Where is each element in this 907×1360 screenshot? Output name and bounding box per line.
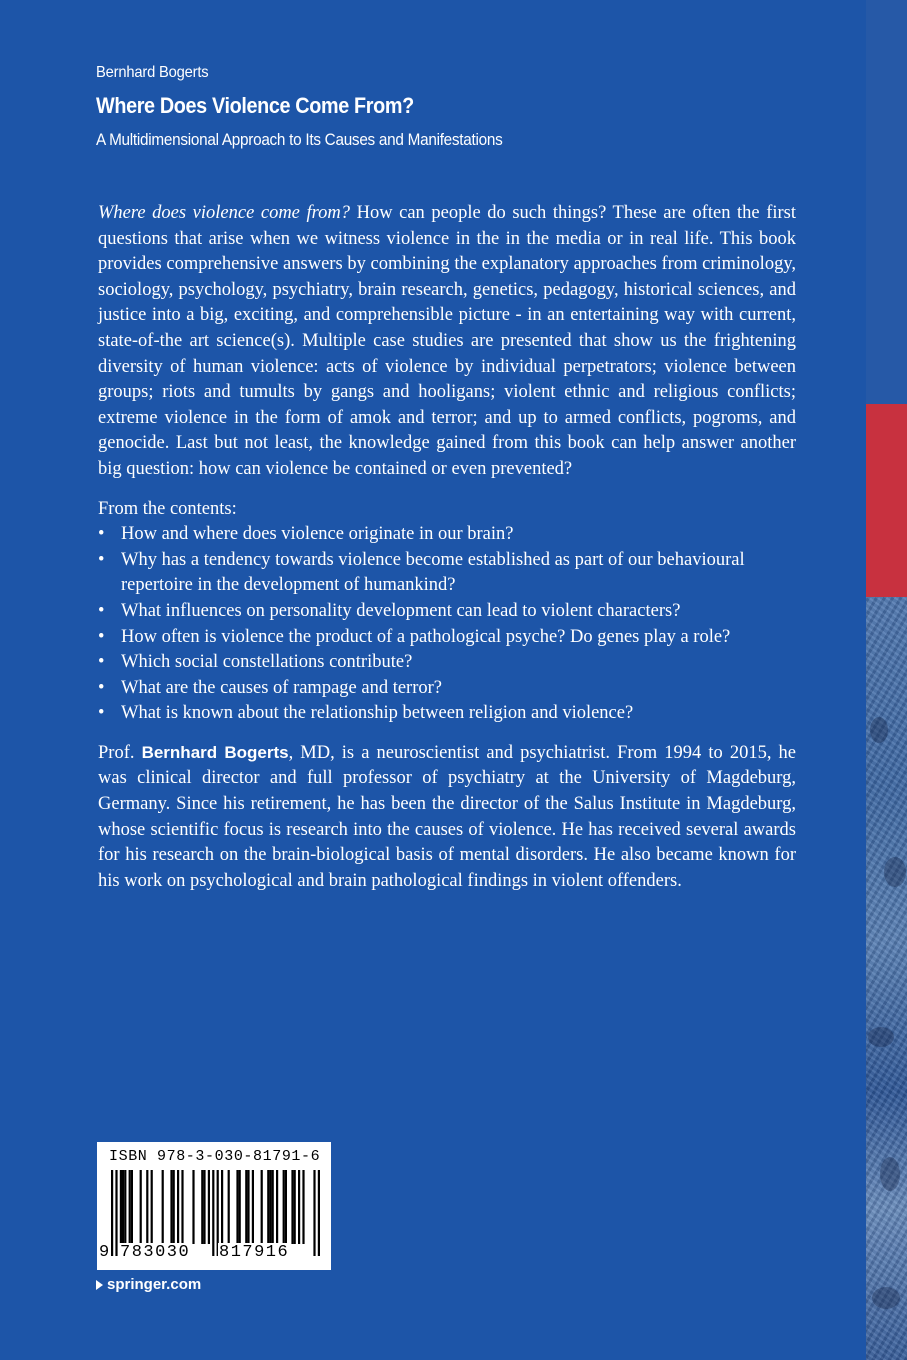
intro-italic-lead: Where does violence come from? — [98, 203, 350, 223]
barcode-bar — [111, 1170, 113, 1256]
barcode-bar — [267, 1170, 269, 1244]
barcode-bar — [146, 1170, 148, 1244]
cover-artwork-strip — [866, 597, 907, 1360]
intro-paragraph — [98, 201, 796, 483]
list-item — [98, 701, 796, 727]
bullet-icon: • — [98, 626, 105, 647]
list-item-text: Why has a tendency towards violence become established as part of our behavioural repertoire in the development of humankind? — [121, 549, 745, 596]
barcode-bar — [276, 1170, 278, 1244]
barcode-bar — [294, 1170, 296, 1244]
barcode-bar — [245, 1170, 247, 1244]
barcode-bar — [252, 1170, 254, 1244]
intro-text: How can people do such things? These are often the first questions that arise when we witness violence in the in the media or in real life. This book provides comprehensive answers by combining the explanatory approaches from criminology, sociology, psychology, psychiatry, brain research, genetics, pedagogy, historical sciences, and justice into a big, exciting, and comprehensible picture - in an entertaining way with current, state-of-the art science(s). Multiple case studies are presented that show us the frightening diversity of human violence: acts of violence by individual perpetrators; violence between groups; riots and tumults by gangs and hooligans; violent ethnic and religious conflicts; extreme violence in the form of amok and terror; and up to armed conflicts, pogroms, and genocide. Last but not least, the knowledge gained from this book can help answer another big question: how can violence be contained or even prevented? — [98, 203, 796, 479]
barcode-bar — [228, 1170, 230, 1244]
bullet-icon: • — [98, 652, 105, 673]
barcode-bar — [261, 1170, 263, 1244]
list-item — [98, 676, 796, 702]
list-item-text: How and where does violence originate in our brain? — [121, 524, 514, 545]
barcode-bar — [283, 1170, 285, 1244]
list-item — [98, 599, 796, 625]
contents-list — [98, 522, 796, 727]
barcode-bar — [131, 1170, 133, 1244]
barcode-bar — [115, 1170, 117, 1256]
barcode-bar — [151, 1170, 153, 1244]
barcode-bar — [181, 1170, 183, 1244]
barcode-bar — [313, 1170, 315, 1256]
barcode-bar — [162, 1170, 164, 1244]
list-item-text: What influences on personality development can lead to violent characters? — [121, 600, 681, 621]
list-item — [98, 625, 796, 651]
bio-text: , MD, is a neuroscientist and psychiatrist. From 1994 to 2015, he was clinical director and full professor of psychiatry at the University of Magdeburg, Germany. Since his retirement, he has been the director of the Salus Institute in Magdeburg, whose scientific focus is research into the causes of violence. He has received several awards for his research on the brain-biological basis of mental disorders. He also became known for his work on psychological and brain pathological findings in violent offenders. — [98, 742, 796, 891]
bullet-icon: • — [98, 677, 105, 698]
list-item-text: What are the causes of rampage and terror? — [121, 677, 443, 698]
barcode-bar — [272, 1170, 274, 1244]
barcode-bar — [221, 1170, 223, 1244]
barcode-bar — [236, 1170, 238, 1244]
book-subtitle: A Multidimensional Approach to Its Causes and Manifestations — [96, 130, 503, 149]
barcode-bar — [285, 1170, 287, 1244]
barcode-bar — [170, 1170, 172, 1244]
barcode-bar — [239, 1170, 241, 1244]
contents-heading: From the contents: — [98, 498, 237, 519]
list-item — [98, 548, 796, 599]
bullet-icon: • — [98, 600, 105, 621]
red-accent-band — [866, 404, 907, 597]
barcode-digit-first: 9 — [99, 1243, 110, 1262]
barcode-bar — [212, 1170, 214, 1256]
barcode-bar — [122, 1170, 124, 1244]
barcode-bar — [129, 1170, 131, 1244]
barcode-bar — [203, 1170, 205, 1244]
bullet-icon: • — [98, 703, 105, 724]
barcode-bar — [173, 1170, 175, 1244]
barcode-bar — [247, 1170, 249, 1244]
barcode-bar — [302, 1170, 304, 1244]
bio-author-name: Bernhard Bogerts — [141, 742, 289, 762]
bullet-icon: • — [98, 549, 105, 570]
author-bio — [98, 740, 796, 895]
publisher-url: springer.com — [107, 1276, 202, 1293]
barcode-bar — [318, 1170, 320, 1256]
publisher-link[interactable] — [96, 1276, 201, 1293]
barcode-bar — [192, 1170, 194, 1244]
isbn-label: ISBN 978-3-030-81791-6 — [109, 1148, 321, 1165]
isbn-barcode — [97, 1142, 331, 1270]
list-item-text: How often is violence the product of a pathological psyche? Do genes play a role? — [121, 626, 731, 647]
barcode-bar — [120, 1170, 122, 1244]
barcode-bar — [201, 1170, 203, 1244]
barcode-bar — [291, 1170, 293, 1244]
bullet-icon: • — [98, 524, 105, 545]
list-item — [98, 522, 796, 548]
blurb-body — [98, 201, 796, 894]
barcode-bar — [124, 1170, 126, 1244]
barcode-bar — [177, 1170, 179, 1244]
book-title: Where Does Violence Come From? — [96, 93, 414, 118]
list-item-text: What is known about the relationship between religion and violence? — [121, 703, 634, 724]
list-item — [98, 650, 796, 676]
author-name: Bernhard Bogerts — [96, 64, 209, 81]
barcode-digits-right: 817916 — [219, 1243, 290, 1262]
barcode-bar — [298, 1170, 300, 1244]
barcode-bar — [269, 1170, 271, 1244]
list-item-text: Which social constellations contribute? — [121, 652, 413, 673]
barcode-bar — [208, 1170, 210, 1244]
arrow-right-icon — [96, 1280, 103, 1290]
barcode-bar — [140, 1170, 142, 1244]
bio-prefix: Prof. — [98, 742, 142, 763]
barcode-digits-left: 783030 — [120, 1243, 191, 1262]
